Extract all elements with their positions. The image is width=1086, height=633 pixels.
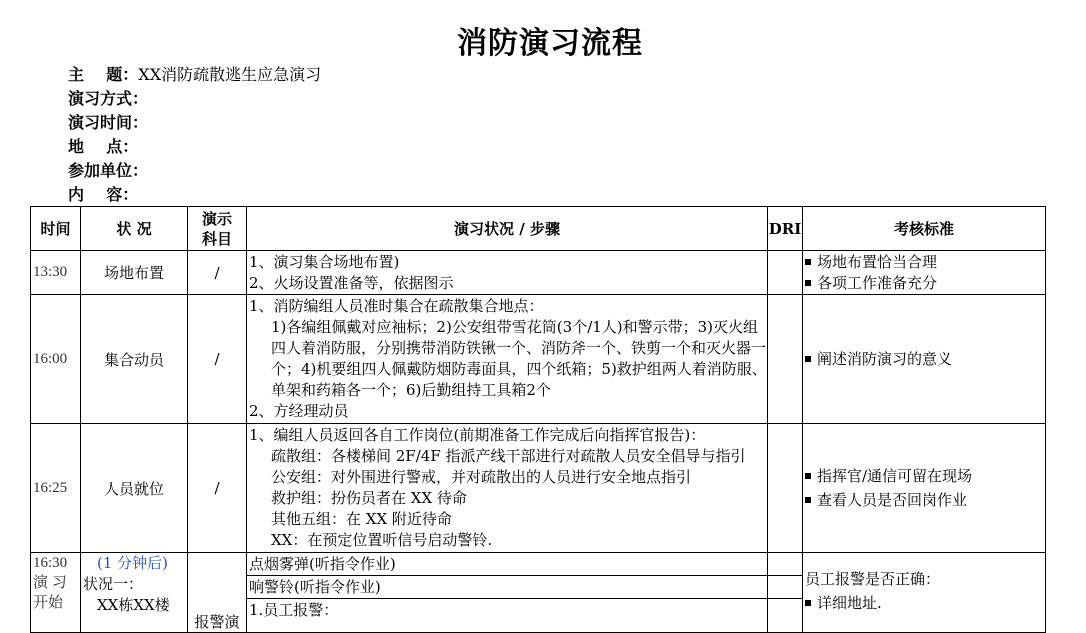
meta-value: XX消防疏散逃生应急演习 (138, 65, 322, 84)
criteria-item (805, 488, 1045, 512)
cell-dri (768, 424, 803, 553)
meta-label: 演习方式： (68, 89, 149, 108)
time-line: 开始 (33, 595, 64, 611)
cell-status: 场地布置 (81, 251, 188, 295)
bullet-icon (805, 259, 811, 265)
criteria-text: 阐述消防演习的意义 (817, 350, 953, 368)
header-subject (188, 207, 247, 251)
status-line: XX栋XX楼 (97, 596, 170, 614)
cell-criteria (803, 295, 1046, 424)
criteria-item (805, 591, 1045, 615)
step-line: 其他五组：在 XX 附近待命 (271, 510, 452, 528)
cell-time: 16:25 (31, 424, 81, 553)
step-line: 公安组：对外围进行警戒，并对疏散出的人员进行安全地点指引 (271, 468, 692, 486)
meta-method (68, 87, 321, 111)
cell-subject: / (188, 295, 247, 424)
dri-sub (768, 553, 802, 575)
header-status: 状 况 (81, 207, 188, 251)
header-subject-line1: 演示 (201, 209, 232, 228)
table-row (31, 553, 1046, 633)
dri-sub (768, 598, 802, 621)
criteria-text: 各项工作准备充分 (817, 273, 938, 292)
meta-label: 内 容： (68, 185, 139, 204)
cell-time (31, 553, 81, 633)
cell-criteria (803, 424, 1046, 553)
bullet-icon (805, 356, 811, 362)
criteria-text: 详细地址. (817, 594, 882, 612)
step-line: 响警铃(听指令作业) (247, 575, 767, 598)
header-time: 时间 (31, 207, 81, 251)
bullet-icon (805, 473, 811, 479)
drill-schedule-table (30, 206, 1046, 633)
cell-status (81, 553, 188, 633)
step-line: XX：在预定位置听信号启动警铃. (271, 531, 493, 549)
cell-subject: / (188, 424, 247, 553)
criteria-text: 场地布置恰当合理 (817, 252, 938, 271)
meta-label: 地 点： (68, 137, 139, 156)
step-line: 1、编组人员返回各自工作岗位(前期准备工作完成后向指挥官报告)： (249, 426, 706, 444)
meta-location (68, 135, 321, 159)
step-line: 疏散组：各楼梯间 2F/4F 指派产线干部进行对疏散人员安全倡导与指引 (271, 447, 746, 465)
meta-content (68, 183, 321, 207)
cell-criteria (803, 553, 1046, 633)
table-row (31, 424, 1046, 553)
status-line: 状况一： (83, 575, 144, 593)
meta-label: 主 题： (68, 65, 139, 84)
bullet-icon (805, 280, 811, 286)
step-line: 1.员工报警： (247, 598, 767, 621)
document-title: 消防演习流程 (457, 26, 643, 61)
criteria-item (805, 273, 1045, 294)
meta-time (68, 111, 321, 135)
cell-steps (247, 295, 768, 424)
cell-steps (247, 251, 768, 295)
criteria-item (805, 347, 1045, 371)
criteria-item (805, 464, 1045, 488)
header-dri: DRI (768, 207, 803, 251)
cell-subject: 报警演 (188, 553, 247, 633)
meta-theme (68, 63, 321, 87)
header-criteria: 考核标准 (803, 207, 1046, 251)
cell-steps (247, 553, 768, 633)
status-note: (1 分钟后) (97, 554, 169, 572)
criteria-text: 员工报警是否正确： (805, 570, 941, 588)
cell-time: 13:30 (31, 251, 81, 295)
step-line: 1、演习集合场地布置) (249, 252, 400, 271)
cell-status: 集合动员 (81, 295, 188, 424)
cell-dri (768, 295, 803, 424)
step-paragraph: 1)各编组佩戴对应袖标；2)公安组带雪花筒(3个/1人)和警示带；3)灭火组四人着消防服，分别携带消防铁锹一个、消防斧一个、铁剪一个和灭火器一个；4)机要组四人佩戴防烟防毒面具，四个纸箱；5)救护组两人着消防服、单架和药箱各一个；6)后勤组持工具箱2个 (271, 318, 767, 399)
cell-criteria (803, 251, 1046, 295)
step-line: 2、方经理动员 (249, 402, 349, 420)
cell-status: 人员就位 (81, 424, 188, 553)
cell-steps (247, 424, 768, 553)
step-line: 点烟雾弹(听指令作业) (249, 555, 396, 573)
header-subject-line2: 科目 (201, 229, 232, 248)
meta-label: 演习时间： (68, 113, 149, 132)
table-row (31, 295, 1046, 424)
meta-block (68, 63, 321, 207)
meta-units (68, 159, 321, 183)
criteria-text: 查看人员是否回岗作业 (817, 491, 968, 509)
step-line: 1、消防编组人员准时集合在疏散集合地点： (249, 297, 544, 315)
cell-dri (768, 553, 803, 633)
step-line: 2、火场设置准备等，依据图示 (249, 273, 454, 292)
criteria-item (805, 252, 1045, 273)
header-steps: 演习状况 / 步骤 (247, 207, 768, 251)
time-line: 演 习 (33, 575, 67, 591)
meta-label: 参加单位： (68, 161, 149, 180)
table-row (31, 251, 1046, 295)
dri-sub (768, 575, 802, 598)
criteria-text: 指挥官/通信可留在现场 (817, 467, 973, 485)
bullet-icon (805, 600, 811, 606)
cell-dri (768, 251, 803, 295)
cell-subject: / (188, 251, 247, 295)
bullet-icon (805, 497, 811, 503)
step-line: 救护组：扮伤员者在 XX 待命 (271, 489, 467, 507)
header-row (31, 207, 1046, 251)
time-line: 16:30 (33, 555, 68, 571)
cell-time: 16:00 (31, 295, 81, 424)
